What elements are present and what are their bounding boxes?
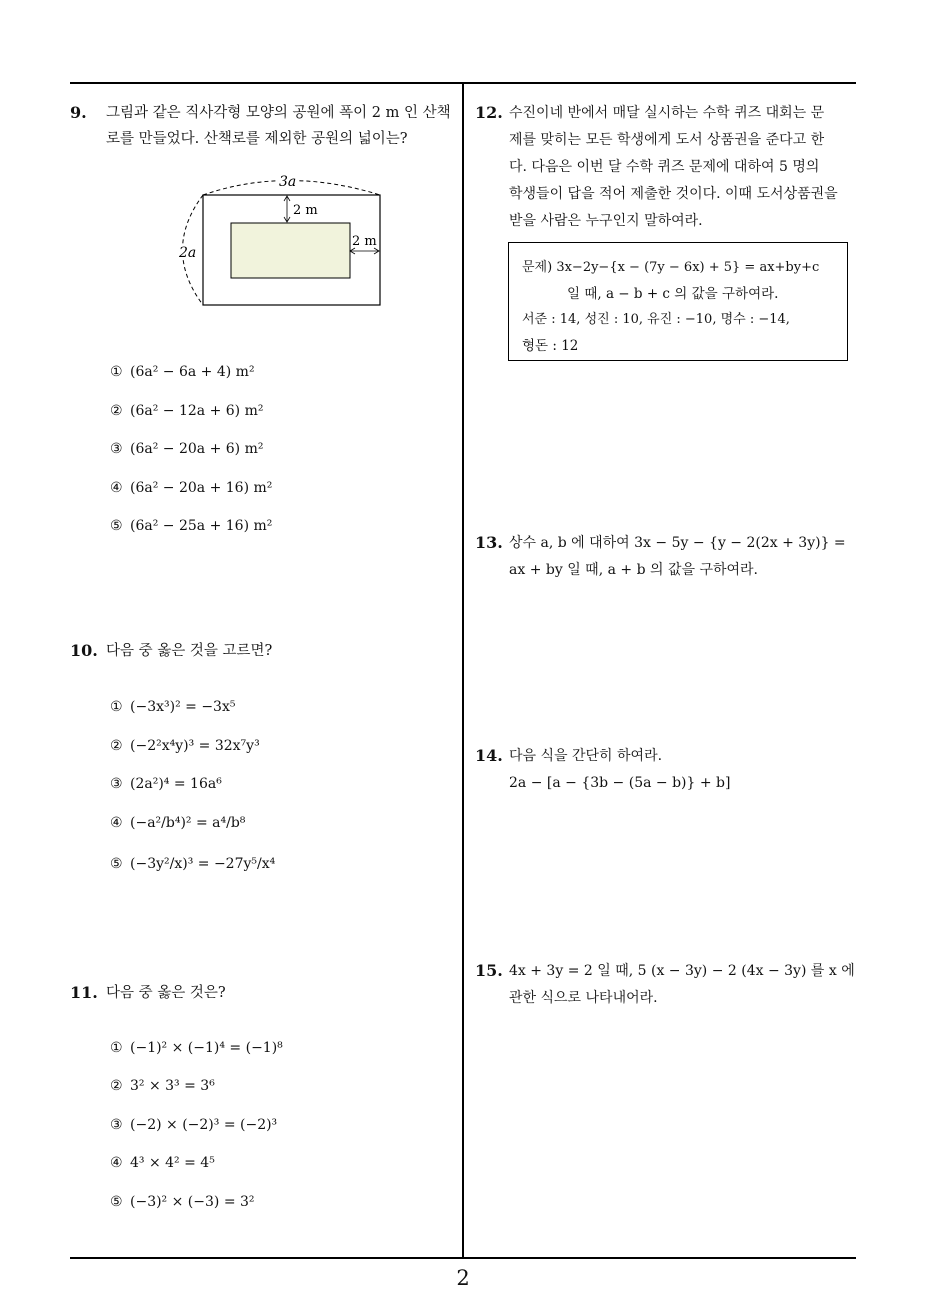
question-text-line: 다음 중 옳은 것을 고르면? (106, 643, 273, 659)
question-text-line: 2a − [a − {3b − (5a − b)} + b] (509, 775, 731, 791)
question-number: 12. (475, 103, 503, 122)
box-line: 문제) 3x−2y−{x − (7y − 6x) + 5} = ax+by+c (522, 260, 820, 275)
question-number: 14. (475, 746, 503, 765)
question-13 (475, 530, 860, 584)
figure-path-label-top: 2 m (293, 203, 318, 218)
choice-1[interactable]: ① (−1)² × (−1)⁴ = (−1)⁸ (110, 1040, 283, 1056)
question-text-line: ax + by 일 때, a + b 의 값을 구하여라. (509, 562, 759, 578)
question-text-line: 수진이네 반에서 매달 실시하는 수학 퀴즈 대회는 문 (509, 105, 825, 121)
question-text-line: 다. 다음은 이번 달 수학 퀴즈 문제에 대하여 5 명의 (509, 159, 820, 175)
question-text-line: 그림과 같은 직사각형 모양의 공원에 폭이 2 m 인 산책 (106, 105, 451, 121)
question-9 (70, 100, 454, 152)
choice-3[interactable]: ③ (−2) × (−2)³ = (−2)³ (110, 1117, 278, 1133)
problem-box (508, 242, 848, 361)
question-number: 15. (475, 961, 503, 980)
question-text-line: 제를 맞히는 모든 학생에게 도서 상품권을 준다고 한 (509, 132, 825, 148)
question-text-line: 학생들이 답을 적어 제출한 것이다. 이때 도서상품권을 (509, 186, 838, 202)
question-14 (475, 743, 860, 797)
question-text-line: 받을 사람은 누구인지 말하여라. (509, 213, 703, 229)
choice-5[interactable]: ⑤ (−3y²/x)³ = −27y⁵/x⁴ (110, 856, 276, 872)
question-text-line: 4x + 3y = 2 일 때, 5 (x − 3y) − 2 (4x − 3y) 를 x 에 (509, 963, 855, 979)
question-text-line: 로를 만들었다. 산책로를 제외한 공원의 넓이는? (106, 131, 408, 147)
question-15 (475, 958, 860, 1012)
question-12 (475, 100, 860, 235)
figure-top-label: 3a (279, 174, 297, 190)
page-number: 2 (456, 1266, 470, 1290)
question-text-line: 상수 a, b 에 대하여 3x − 5y − {y − 2(2x + 3y)} = (509, 535, 846, 551)
choice-2[interactable]: ② (6a² − 12a + 6) m² (110, 403, 264, 419)
column-divider (462, 82, 464, 1258)
question-11 (70, 980, 454, 1006)
figure-left-label: 2a (179, 245, 197, 261)
question-text-line: 관한 식으로 나타내어라. (509, 990, 658, 1006)
question-10 (70, 638, 454, 664)
question-number: 11. (70, 983, 98, 1002)
figure-path-label-side: 2 m (352, 234, 377, 249)
question-number: 9. (70, 103, 87, 122)
choice-4[interactable]: ④ 4³ × 4² = 4⁵ (110, 1155, 215, 1171)
question-number: 13. (475, 533, 503, 552)
choice-5[interactable]: ⑤ (−3)² × (−3) = 3² (110, 1194, 255, 1210)
choice-4[interactable]: ④ (6a² − 20a + 16) m² (110, 480, 273, 496)
choice-3[interactable]: ③ (2a²)⁴ = 16a⁶ (110, 776, 222, 792)
bottom-rule (70, 1257, 856, 1259)
question-text-line: 다음 식을 간단히 하여라. (509, 748, 663, 764)
choice-1[interactable]: ① (−3x³)² = −3x⁵ (110, 699, 236, 715)
question-number: 10. (70, 641, 98, 660)
choice-1[interactable]: ① (6a² − 6a + 4) m² (110, 364, 255, 380)
choice-3[interactable]: ③ (6a² − 20a + 6) m² (110, 441, 264, 457)
box-line: 일 때, a − b + c 의 값을 구하여라. (567, 286, 779, 302)
choice-4[interactable]: ④ (−a²/b⁴)² = a⁴/b⁸ (110, 815, 246, 831)
choice-2[interactable]: ② 3² × 3³ = 3⁶ (110, 1078, 215, 1094)
park-figure (170, 168, 390, 313)
box-line: 형돈 : 12 (522, 338, 579, 354)
box-line: 서준 : 14, 성진 : 10, 유진 : −10, 명수 : −14, (522, 312, 790, 327)
choice-2[interactable]: ② (−2²x⁴y)³ = 32x⁷y³ (110, 738, 260, 754)
question-text-line: 다음 중 옳은 것은? (106, 985, 226, 1001)
choice-5[interactable]: ⑤ (6a² − 25a + 16) m² (110, 518, 273, 534)
